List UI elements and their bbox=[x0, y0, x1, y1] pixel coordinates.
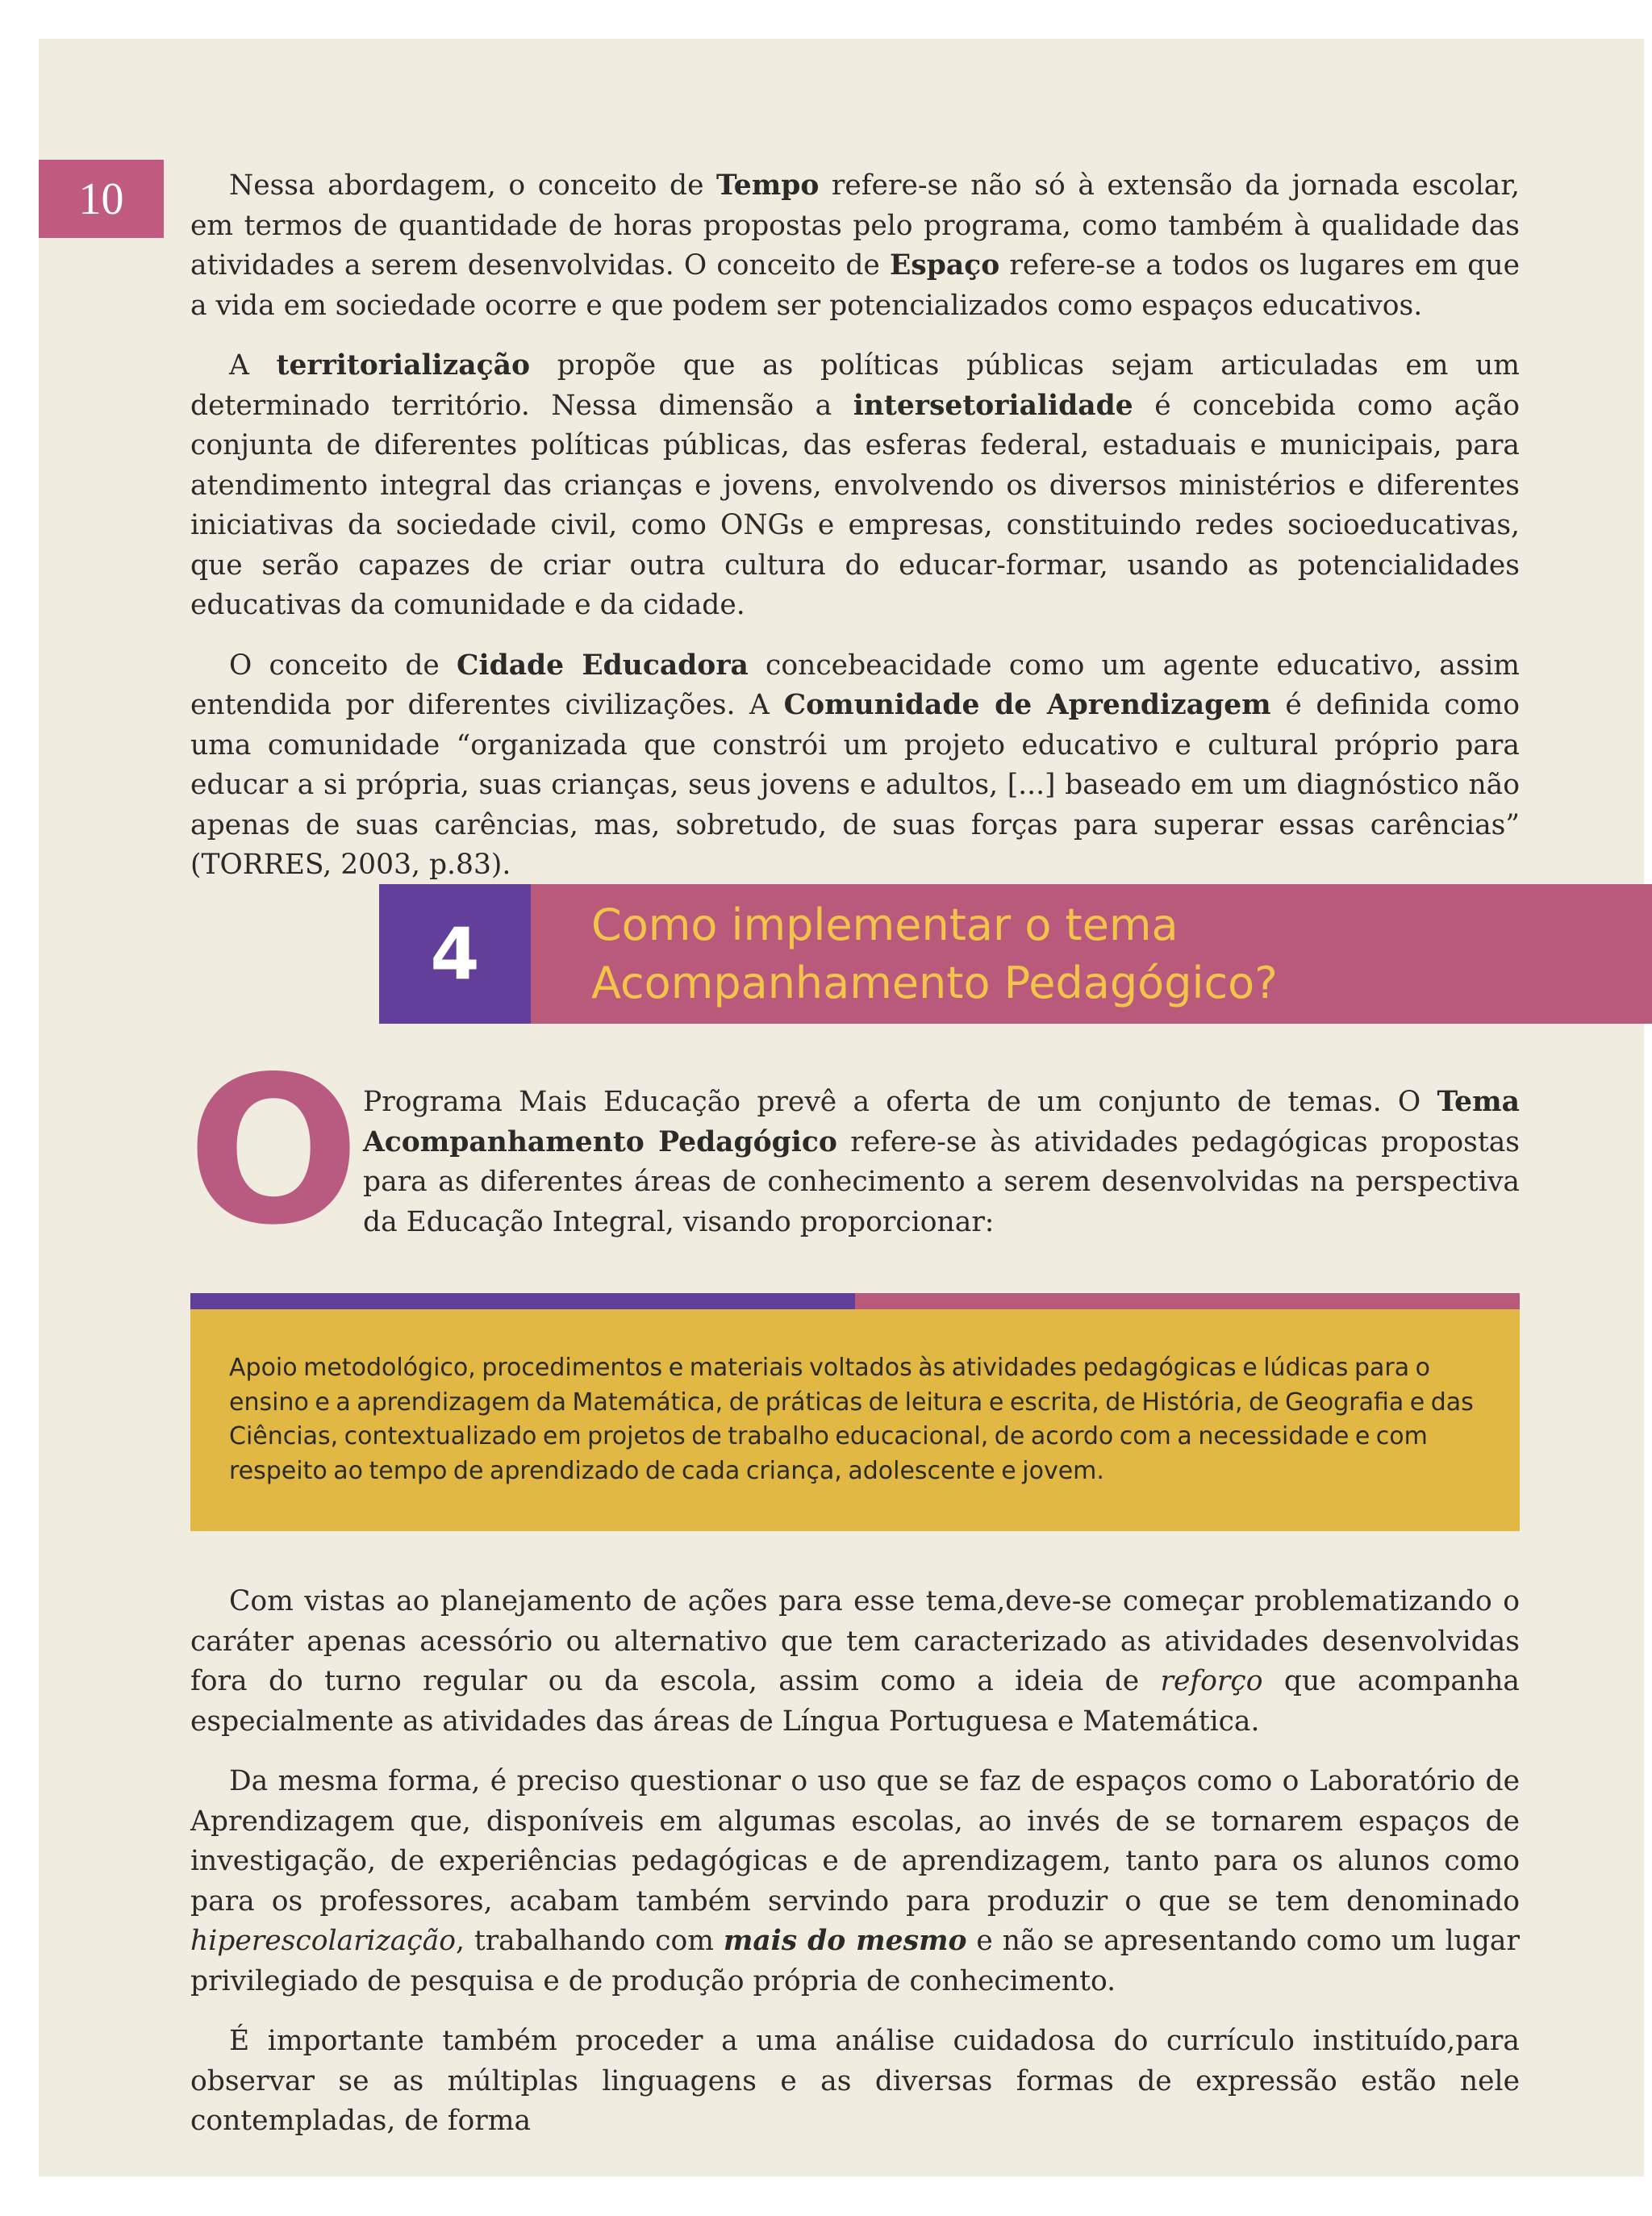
body-text-bottom bbox=[190, 1582, 1520, 2162]
section-title-bar bbox=[531, 884, 1652, 1024]
callout-top-bar-purple bbox=[190, 1293, 855, 1309]
page-number-badge bbox=[39, 160, 164, 238]
drop-cap: O bbox=[187, 1033, 361, 1270]
paragraph: Da mesma forma, é preciso questionar o uso que se faz de espaços como o Laboratório de Aprendizagem que, disponíveis em algumas escolas, ao invés de se tornarem espaços de investigação, de experiências pedagógicas e de aprendizagem, tanto para os alunos como para os professores, acabam também servindo para produzir o que se tem denominado hiperescolarização, trabalhando com mais do mesmo e não se apresentando como um lugar privilegiado de pesquisa e de produção própria de conhecimento. bbox=[190, 1765, 1520, 1997]
section-title bbox=[591, 896, 1278, 1012]
section-number-box bbox=[379, 884, 531, 1024]
section-title-line1: Como implementar o tema bbox=[591, 899, 1179, 950]
section-header bbox=[379, 884, 1652, 1024]
body-text-top bbox=[190, 166, 1520, 906]
paragraph: É importante também proceder a uma análise cuidadosa do currículo instituído,para observar se as múltiplas linguagens e as diversas formas de expressão estão nele contempladas, de forma bbox=[190, 2025, 1520, 2137]
callout-top-bar-pink bbox=[855, 1293, 1520, 1309]
page bbox=[39, 39, 1644, 2176]
section-number: 4 bbox=[430, 912, 480, 995]
paragraph: O conceito de Cidade Educadora concebeacidade como um agente educativo, assim entendida por diferentes civilizações. A Comunidade de Aprendizagem é definida como uma comunidade “organizada que constrói um projeto educativo e cultural próprio para educar a si própria, suas crianças, seus jovens e adultos, [...] baseado em um diagnóstico não apenas de suas carências, mas, sobretudo, de suas forças para superar essas carências” (TORRES, 2003, p.83). bbox=[190, 649, 1521, 881]
paragraph: A territorialização propõe que as políticas públicas sejam articuladas em um determinado território. Nessa dimensão a intersetorialidade é concebida como ação conjunta de diferentes políticas públicas, das esferas federal, estaduais e municipais, para atendimento integral das crianças e jovens, envolvendo os diversos ministérios e diferentes iniciativas da sociedade civil, como ONGs e empresas, constituindo redes socioeducativas, que serão capazes de criar outra cultura do educar-formar, usando as potencialidades educativas da comunidade e da cidade. bbox=[190, 349, 1520, 621]
intro-paragraph: Programa Mais Educação prevê a oferta de um conjunto de temas. O Tema Acompanhamento Pedagógico refere-se às atividades pedagógicas propostas para as diferentes áreas de conhecimento a serem desenvolvidas na perspectiva da Educação Integral, visando proporcionar: bbox=[363, 1086, 1520, 1238]
callout-box bbox=[190, 1309, 1520, 1531]
section-title-line2: Acompanhamento Pedagógico? bbox=[591, 958, 1278, 1008]
callout-text: Apoio metodológico, procedimentos e materiais voltados às atividades pedagógicas e lúdicas para o ensino e a aprendizagem da Matemática, de práticas de leitura e escrita, de História, de Geografia e das Ciências, contextualizado em projetos de trabalho educacional, de acordo com a necessidade e com respeito ao tempo de aprendizado de cada criança, adolescente e jovem. bbox=[229, 1354, 1474, 1485]
page-number: 10 bbox=[78, 173, 124, 224]
intro-text bbox=[363, 1083, 1520, 1242]
paragraph: Com vistas ao planejamento de ações para esse tema,deve-se começar problematizando o caráter apenas acessório ou alternativo que tem caracterizado as atividades desenvolvidas fora do turno regular ou da escola, assim como a ideia de reforço que acompanha especialmente as atividades das áreas de Língua Portuguesa e Matemática. bbox=[190, 1585, 1520, 1738]
paragraph: Nessa abordagem, o conceito de Tempo refere-se não só à extensão da jornada escolar, em termos de quantidade de horas propostas pelo programa, como também à qualidade das atividades a serem desenvolvidas. O conceito de Espaço refere-se a todos os lugares em que a vida em sociedade ocorre e que podem ser potencializados como espaços educativos. bbox=[190, 169, 1520, 322]
